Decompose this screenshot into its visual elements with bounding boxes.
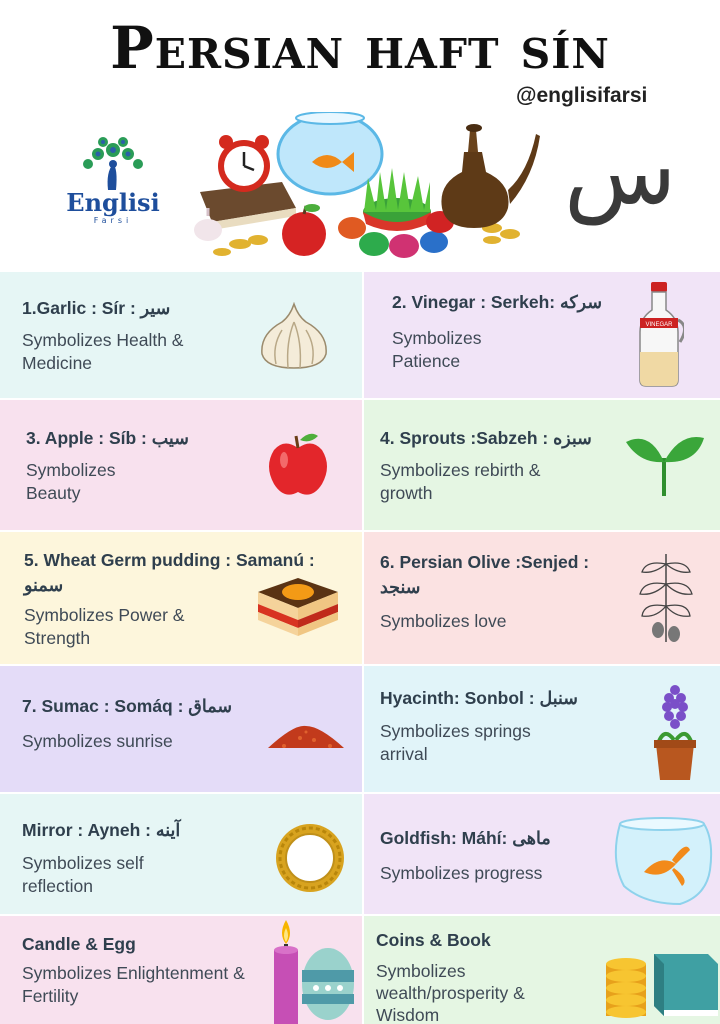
- sumac-icon: [264, 718, 348, 758]
- coin-stack-icon: [606, 958, 646, 1018]
- hyacinth-icon: [650, 682, 700, 782]
- card-samanu: [0, 532, 362, 664]
- olive-branch-icon: [636, 550, 696, 646]
- pudding-icon: [252, 572, 342, 642]
- card-description: Symbolizes progress: [380, 863, 543, 883]
- goldfish-bowl-icon: [610, 810, 714, 906]
- alarm-clock-icon: [218, 135, 270, 192]
- card-sumac: [0, 666, 362, 792]
- card-description: Symbolizes sunrise: [22, 731, 173, 751]
- card-description: Symbolizes wealth/prosperity & Wisdom: [376, 961, 525, 1024]
- card-vinegar: [364, 272, 720, 398]
- card-title: 1.Garlic : Sír : سیر: [22, 298, 171, 318]
- social-handle: @englisifarsi: [516, 84, 648, 107]
- card-title: Hyacinth: Sonbol : سنبل: [380, 688, 578, 708]
- bottle-label: VINEGAR: [645, 322, 673, 328]
- card-garlic: [0, 272, 362, 398]
- apple-icon: [266, 430, 330, 500]
- header: [0, 0, 720, 270]
- card-description: Symbolizes love: [380, 611, 507, 631]
- closed-book-icon: [654, 954, 718, 1016]
- card-description: Symbolizes Power & Strength: [24, 605, 185, 648]
- card-candle-egg: [0, 916, 362, 1024]
- card-title: 4. Sprouts :Sabzeh : سبزه: [380, 428, 592, 448]
- card-goldfish: [364, 794, 720, 914]
- mirror-icon: [272, 820, 348, 896]
- card-description: Symbolizes Beauty: [26, 460, 116, 503]
- card-description: Symbolizes self reflection: [22, 853, 144, 896]
- coins-book-icon: [604, 950, 720, 1020]
- vinegar-bottle-icon: [634, 280, 684, 390]
- card-title: Goldfish: Máhí: ماهی: [380, 828, 551, 848]
- brand-logo: [58, 132, 168, 232]
- card-description: Symbolizes rebirth & growth: [380, 460, 541, 503]
- copper-jug-icon: [441, 124, 540, 228]
- card-senjed: [364, 532, 720, 664]
- peacock-icon: [58, 132, 168, 192]
- card-sprouts: [364, 400, 720, 530]
- card-hyacinth: [364, 666, 720, 792]
- card-mirror: [0, 794, 362, 914]
- card-title: 6. Persian Olive :Senjed : سنجد: [380, 552, 590, 597]
- card-description: Symbolizes Health & Medicine: [22, 330, 184, 373]
- card-title: 3. Apple : Síb : سیب: [26, 428, 189, 448]
- card-title: Coins & Book: [376, 930, 491, 950]
- card-title: Mirror : Ayneh : آینه: [22, 820, 181, 840]
- card-description: Symbolizes Enlightenment & Fertility: [22, 963, 245, 1006]
- logo-text: Englisi: [66, 188, 160, 217]
- card-title: 5. Wheat Germ pudding : Samanú : سمنو: [24, 550, 315, 595]
- logo-subtext: Farsi: [93, 216, 133, 225]
- candle-egg-icon: [268, 916, 358, 1024]
- card-apple: [0, 400, 362, 530]
- card-description: Symbolizes Patience: [392, 328, 482, 371]
- card-title: Candle & Egg: [22, 934, 136, 954]
- page-title: Persian haft sín: [110, 14, 610, 82]
- fishbowl-icon: [278, 112, 382, 194]
- persian-letter-sin: س: [564, 118, 677, 225]
- card-title: 7. Sumac : Somáq : سماق: [22, 696, 232, 716]
- haft-sin-table-illustration: [192, 112, 552, 262]
- card-title: 2. Vinegar : Serkeh: سرکه: [392, 292, 602, 312]
- garlic-icon: [256, 302, 332, 372]
- card-description: Symbolizes springs arrival: [380, 721, 531, 764]
- sprout-icon: [620, 428, 706, 498]
- card-coins-book: [364, 916, 720, 1024]
